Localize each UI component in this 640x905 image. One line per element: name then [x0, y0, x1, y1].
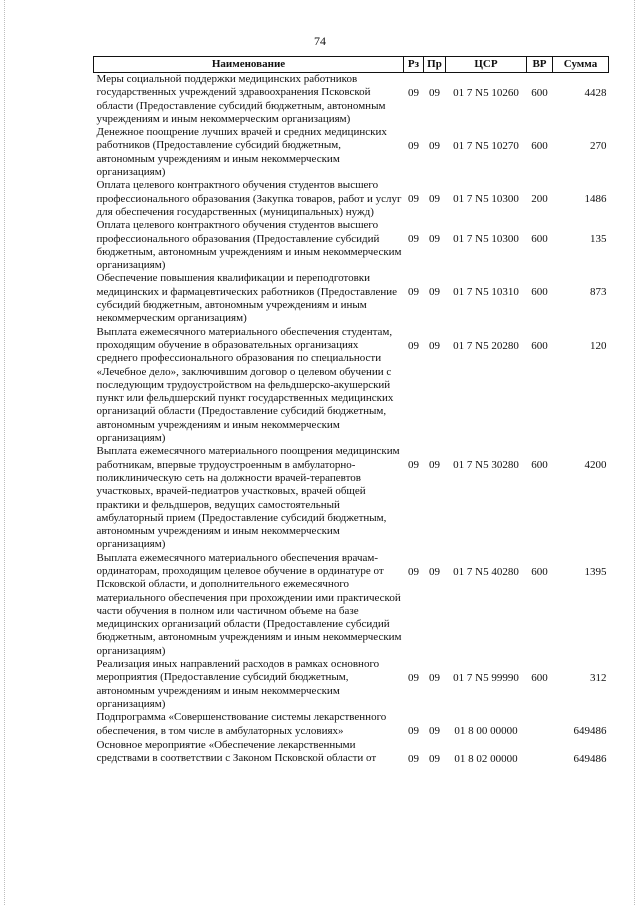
budget-table [93, 56, 609, 766]
row-pr: 09 [429, 565, 440, 578]
row-pr: 09 [429, 87, 440, 99]
row-name: Выплата ежемесячного материального обеспечения врачам-ординаторам, проходящим целевое обучение в ординатуре от Псковской области, и дополнительного ежемесячного материального обеспечения при прохождении ими практической части обучения в полном или частичном объеме на базе медицинских организаций области (Предоставление субсидий бюджетным, автономным учреждениям и иным некоммерческим организациям) [96, 551, 402, 657]
row-vr: 600 [531, 459, 548, 472]
row-name: Оплата целевого контрактного обучения студентов высшего профессионального образования (Предоставление субсидий бюджетным, автономным учреждениям и иным некоммерческим организациям) [96, 219, 402, 272]
row-name: Меры социальной поддержки медицинских работников государственных учреждений здравоохранения Псковской области (Предоставление субсидий бюджетным, автономным учреждениям и иным некоммерческим организациям) [96, 73, 386, 125]
row-rz: 09 [408, 140, 419, 153]
row-vr [527, 711, 553, 738]
table-row [94, 658, 609, 711]
table-row [94, 219, 609, 272]
row-csr: 01 7 N5 10300 [453, 233, 519, 246]
row-sum: 649486 [573, 725, 607, 738]
row-name: Подпрограмма «Совершенствование системы лекарственного обеспечения, в том числе в амбулаторных условиях» [96, 711, 387, 737]
row-name: Денежное поощрение лучших врачей и средних медицинских работников (Предоставление субсидий бюджетным, автономным учреждениям и иным некоммерческим организациям) [96, 126, 387, 179]
header-csr: ЦСР [446, 57, 527, 73]
table-row [94, 552, 609, 658]
row-vr: 600 [531, 233, 548, 246]
row-name: Выплата ежемесячного материального поощрения медицинским работникам, впервые трудоустроенным в амбулаторно-поликлиническую сеть на должности врачей-терапевтов участковых, врачей-педиатров участковых, врачей общей практики и фельдшеров, ведущих самостоятельный амбулаторный прием (Предоставление субсидий бюджетным, автономным учреждениям и иным некоммерческим организациям) [96, 445, 400, 551]
row-vr: 200 [531, 193, 548, 206]
row-rz: 09 [408, 87, 419, 99]
table-row [94, 711, 609, 738]
row-rz: 09 [408, 339, 419, 352]
table-row [94, 326, 609, 446]
table-row [94, 179, 609, 219]
row-csr: 01 7 N5 30280 [453, 459, 519, 472]
header-vr: ВР [527, 57, 553, 73]
header-row [94, 57, 609, 73]
row-pr: 09 [429, 672, 440, 685]
table-row [94, 73, 609, 127]
row-csr: 01 7 N5 10260 [453, 87, 519, 99]
row-csr: 01 7 N5 20280 [453, 339, 519, 352]
row-sum: 1395 [584, 565, 607, 578]
table-row [94, 445, 609, 551]
row-sum: 4200 [584, 459, 607, 472]
row-pr: 09 [429, 286, 440, 299]
row-rz: 09 [408, 193, 419, 206]
row-pr: 09 [429, 140, 440, 153]
row-name: Основное мероприятие «Обеспечение лекарственными средствами в соответствии с Законом Псковской области от [96, 738, 377, 764]
row-csr: 01 8 00 00000 [454, 725, 518, 738]
row-csr: 01 7 N5 10300 [453, 193, 519, 206]
row-sum: 649486 [573, 752, 607, 765]
row-vr: 600 [531, 565, 548, 578]
row-rz: 09 [408, 286, 419, 299]
row-rz: 09 [408, 565, 419, 578]
row-pr: 09 [429, 725, 440, 738]
right-page-edge [634, 0, 635, 905]
row-pr: 09 [429, 339, 440, 352]
row-pr: 09 [429, 193, 440, 206]
row-name: Выплата ежемесячного материального обеспечения студентам, проходящим обучение в образовательных организациях среднего профессионального образования по специальности «Лечебное дело», заключившим договор о целевом обучении с последующим трудоустройством на фельдшерско-акушерский пункт или фельдшерский пункт государственных медицинских организаций области (Предоставление субсидий бюджетным, автономным учреждениям и иным некоммерческим организациям) [96, 325, 394, 445]
row-name: Реализация иных направлений расходов в рамках основного мероприятия (Предоставление субсидий бюджетным, автономным учреждениям и иным некоммерческим организациям) [96, 658, 380, 710]
row-rz: 09 [408, 233, 419, 246]
row-rz: 09 [408, 752, 419, 765]
row-sum: 1486 [584, 193, 607, 206]
row-sum: 120 [590, 339, 607, 352]
row-sum: 4428 [584, 87, 607, 99]
row-vr: 600 [531, 672, 548, 685]
header-pr: Пр [424, 57, 446, 73]
row-csr: 01 7 N5 10310 [453, 286, 519, 299]
row-name: Обеспечение повышения квалификации и переподготовки медицинских и фармацевтических работников (Предоставление субсидий бюджетным, автономным учреждениям и иным некоммерческим организациям) [96, 272, 398, 325]
row-vr: 600 [531, 339, 548, 352]
row-sum: 270 [590, 140, 607, 153]
table-row [94, 272, 609, 325]
row-rz: 09 [408, 459, 419, 472]
row-pr: 09 [429, 752, 440, 765]
row-rz: 09 [408, 725, 419, 738]
row-pr: 09 [429, 233, 440, 246]
row-csr: 01 8 02 00000 [454, 752, 518, 765]
row-vr: 600 [531, 87, 548, 99]
row-sum: 312 [590, 672, 607, 685]
row-sum: 135 [590, 233, 607, 246]
header-name: Наименование [94, 57, 404, 73]
row-sum: 873 [590, 286, 607, 299]
left-page-edge [4, 0, 5, 905]
row-csr: 01 7 N5 99990 [453, 672, 519, 685]
table-row [94, 739, 609, 766]
header-sum: Сумма [553, 57, 609, 73]
header-rz: Рз [404, 57, 424, 73]
row-rz: 09 [408, 672, 419, 685]
table-body [94, 73, 609, 766]
row-csr: 01 7 N5 10270 [453, 140, 519, 153]
row-csr: 01 7 N5 40280 [453, 565, 519, 578]
table-row [94, 126, 609, 179]
row-name: Оплата целевого контрактного обучения студентов высшего профессионального образования (Закупка товаров, работ и услуг для обеспечения государственных (муниципальных) нужд) [96, 179, 402, 218]
row-vr: 600 [531, 286, 548, 299]
row-vr [527, 739, 553, 766]
row-pr: 09 [429, 459, 440, 472]
page-number: 74 [314, 34, 326, 48]
row-vr: 600 [531, 140, 548, 153]
